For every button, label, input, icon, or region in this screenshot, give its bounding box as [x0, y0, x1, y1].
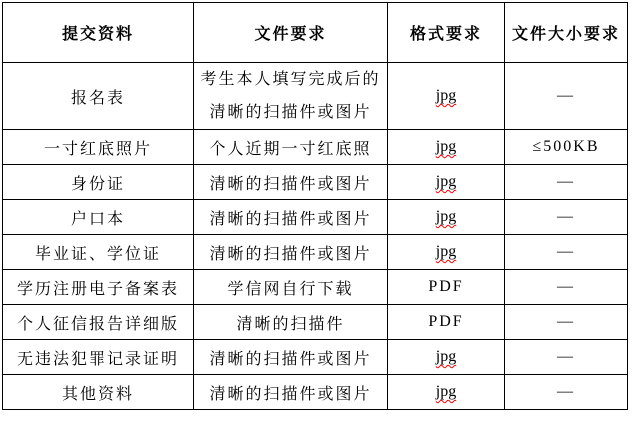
cell-size: —	[505, 63, 628, 130]
cell-format	[388, 165, 505, 200]
cell-size: —	[505, 340, 628, 375]
column-header-size-requirement: 文件大小要求	[505, 3, 628, 63]
table-row	[3, 375, 628, 410]
table-row	[3, 130, 628, 165]
requirement-line: 清晰的扫描件或图片	[209, 104, 372, 121]
cell-format	[388, 235, 505, 270]
cell-requirement: 清晰的扫描件	[194, 305, 388, 340]
column-header-format-requirement: 格式要求	[388, 3, 505, 63]
cell-size: —	[505, 305, 628, 340]
cell-size: —	[505, 235, 628, 270]
requirements-table	[2, 2, 628, 410]
cell-format	[388, 130, 505, 165]
cell-size: —	[505, 165, 628, 200]
cell-size: ≤500KB	[505, 130, 628, 165]
format-value: jpg	[435, 138, 457, 155]
cell-size: —	[505, 270, 628, 305]
cell-requirement: 清晰的扫描件或图片	[194, 165, 388, 200]
column-header-file-requirement: 文件要求	[194, 3, 388, 63]
cell-material: 一寸红底照片	[3, 130, 194, 165]
format-value: jpg	[435, 383, 457, 400]
format-value: jpg	[435, 243, 457, 260]
table-row	[3, 235, 628, 270]
cell-material: 报名表	[3, 63, 194, 130]
table-row	[3, 270, 628, 305]
table-row	[3, 63, 628, 130]
cell-requirement: 清晰的扫描件或图片	[194, 200, 388, 235]
cell-format	[388, 200, 505, 235]
cell-requirement	[194, 63, 388, 130]
table-row	[3, 200, 628, 235]
table-row	[3, 340, 628, 375]
format-value: jpg	[435, 87, 457, 104]
cell-material: 户口本	[3, 200, 194, 235]
cell-material: 个人征信报告详细版	[3, 305, 194, 340]
cell-material: 毕业证、学位证	[3, 235, 194, 270]
cell-format	[388, 63, 505, 130]
column-header-material: 提交资料	[3, 3, 194, 63]
cell-size: —	[505, 375, 628, 410]
cell-material: 学历注册电子备案表	[3, 270, 194, 305]
cell-requirement: 清晰的扫描件或图片	[194, 340, 388, 375]
cell-requirement: 清晰的扫描件或图片	[194, 375, 388, 410]
requirement-line: 考生本人填写完成后的	[200, 71, 381, 88]
cell-format	[388, 340, 505, 375]
format-value: jpg	[435, 208, 457, 225]
cell-material: 身份证	[3, 165, 194, 200]
table-row	[3, 305, 628, 340]
cell-requirement: 个人近期一寸红底照	[194, 130, 388, 165]
format-value: jpg	[435, 173, 457, 190]
table-row	[3, 165, 628, 200]
cell-format: PDF	[388, 305, 505, 340]
cell-size: —	[505, 200, 628, 235]
cell-material: 无违法犯罪记录证明	[3, 340, 194, 375]
format-value: jpg	[435, 348, 457, 365]
cell-material: 其他资料	[3, 375, 194, 410]
cell-format	[388, 375, 505, 410]
cell-format: PDF	[388, 270, 505, 305]
cell-requirement: 学信网自行下载	[194, 270, 388, 305]
cell-requirement: 清晰的扫描件或图片	[194, 235, 388, 270]
header-row	[3, 3, 628, 63]
